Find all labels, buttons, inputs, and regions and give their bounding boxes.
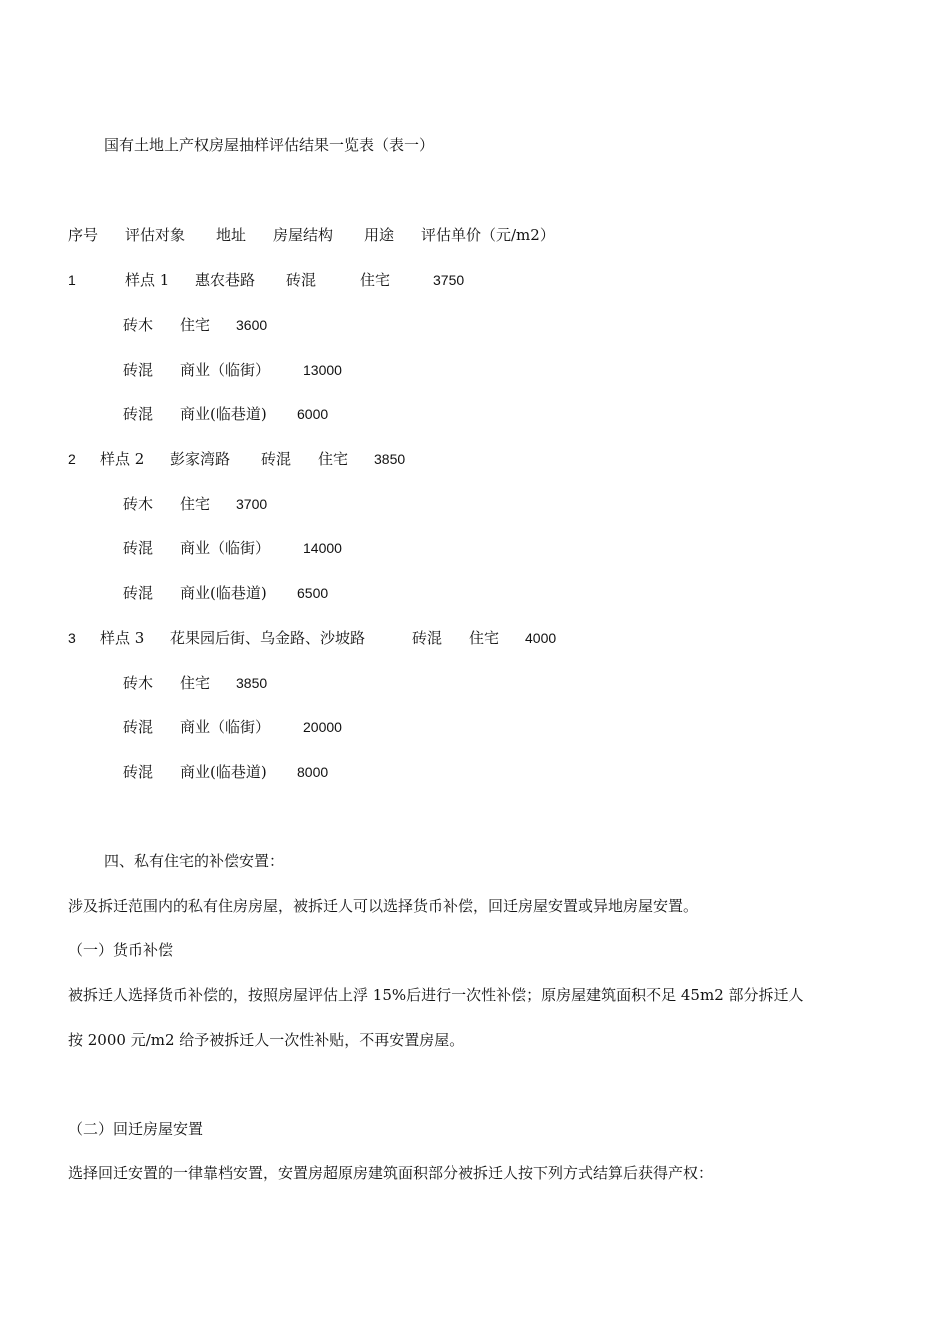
- sample-name: 样点 1: [125, 271, 170, 289]
- table-title: 国有土地上产权房屋抽样评估结果一览表（表一）: [104, 136, 435, 154]
- row-price: 6500: [297, 585, 329, 601]
- row-price: 20000: [303, 719, 342, 735]
- row-use: 住宅: [180, 316, 211, 334]
- row-structure: 砖木: [123, 495, 154, 513]
- row-price: 3700: [236, 496, 268, 512]
- row-use: 住宅: [360, 271, 391, 289]
- row-structure: 砖混: [123, 539, 154, 557]
- paragraph-line: 选择回迁安置的一律靠档安置，安置房超原房建筑面积部分被拆迁人按下列方式结算后获得产权：: [68, 1164, 714, 1182]
- row-structure: 砖混: [123, 361, 154, 379]
- row-use: 商业（临街）: [180, 718, 271, 736]
- row-use: 住宅: [469, 629, 500, 647]
- header-no: 序号: [68, 226, 99, 244]
- sample-address: 惠农巷路: [195, 271, 256, 289]
- subsection-heading-1: （一）货币补偿: [68, 941, 174, 959]
- row-use: 商业（临街）: [180, 361, 271, 379]
- row-structure: 砖混: [123, 718, 154, 736]
- sample-address: 彭家湾路: [170, 450, 231, 468]
- row-structure: 砖木: [123, 316, 154, 334]
- header-use: 用途: [364, 226, 395, 244]
- row-structure: 砖混: [123, 405, 154, 423]
- sample-no: 3: [68, 630, 76, 646]
- header-price: 评估单价（元/m2）: [421, 226, 555, 244]
- row-use: 商业(临巷道): [180, 405, 267, 423]
- row-structure: 砖木: [123, 674, 154, 692]
- row-price: 3850: [236, 675, 268, 691]
- sample-name: 样点 3: [100, 629, 145, 647]
- row-structure: 砖混: [286, 271, 317, 289]
- sample-address: 花果园后街、乌金路、沙坡路: [170, 629, 366, 647]
- section-heading: 四、私有住宅的补偿安置：: [104, 852, 285, 870]
- row-use: 住宅: [180, 674, 211, 692]
- row-use: 住宅: [180, 495, 211, 513]
- row-structure: 砖混: [261, 450, 292, 468]
- header-object: 评估对象: [125, 226, 186, 244]
- row-price: 3750: [433, 272, 465, 288]
- sample-name: 样点 2: [100, 450, 145, 468]
- row-use: 商业(临巷道): [180, 763, 267, 781]
- row-use: 商业（临街）: [180, 539, 271, 557]
- paragraph-line: 被拆迁人选择货币补偿的，按照房屋评估上浮 15%后进行一次性补偿；原房屋建筑面积不足 45m2 部分拆迁人: [68, 986, 804, 1004]
- header-address: 地址: [216, 226, 247, 244]
- row-use: 住宅: [318, 450, 349, 468]
- row-price: 14000: [303, 540, 342, 556]
- sample-no: 1: [68, 272, 76, 288]
- paragraph-line: 按 2000 元/m2 给予被拆迁人一次性补贴，不再安置房屋。: [68, 1031, 465, 1049]
- subsection-heading-2: （二）回迁房屋安置: [68, 1120, 204, 1138]
- row-price: 3850: [374, 451, 406, 467]
- row-use: 商业(临巷道): [180, 584, 267, 602]
- row-structure: 砖混: [123, 763, 154, 781]
- row-price: 6000: [297, 406, 329, 422]
- header-structure: 房屋结构: [273, 226, 334, 244]
- row-price: 4000: [525, 630, 557, 646]
- section-intro: 涉及拆迁范围内的私有住房房屋，被拆迁人可以选择货币补偿，回迁房屋安置或异地房屋安置。: [68, 897, 699, 915]
- row-price: 13000: [303, 362, 342, 378]
- row-price: 8000: [297, 764, 329, 780]
- row-structure: 砖混: [123, 584, 154, 602]
- row-structure: 砖混: [412, 629, 443, 647]
- sample-no: 2: [68, 451, 76, 467]
- row-price: 3600: [236, 317, 268, 333]
